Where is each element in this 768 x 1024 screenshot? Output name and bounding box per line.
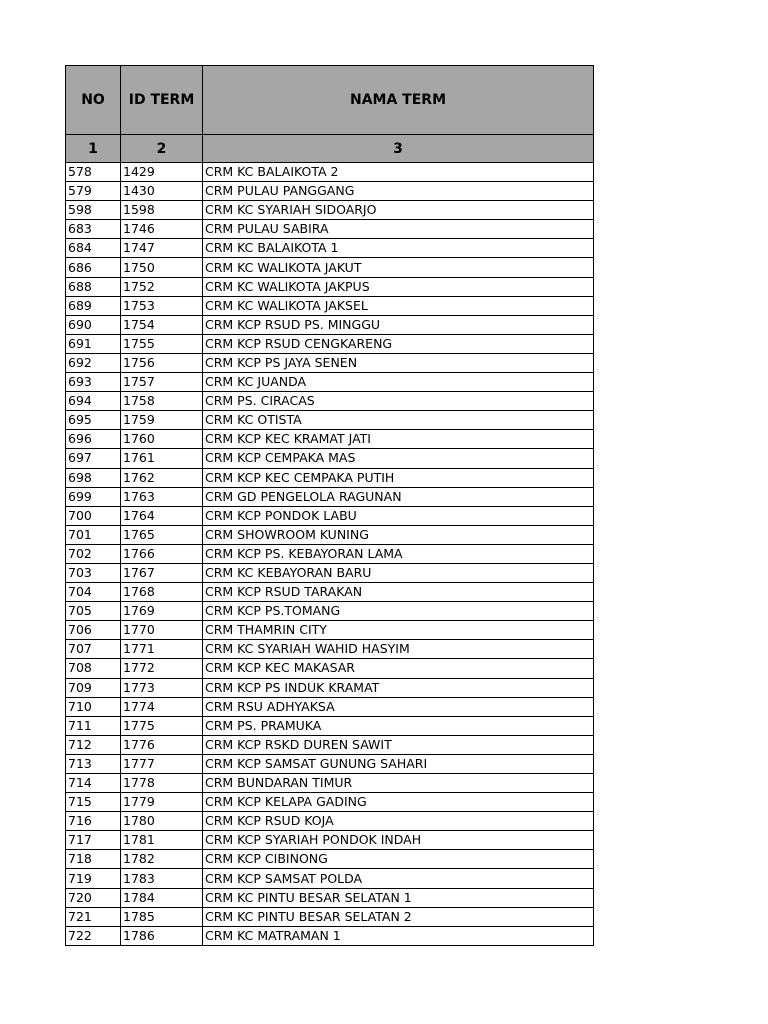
cell-id-term: 1776 bbox=[121, 735, 203, 754]
table-row bbox=[66, 277, 594, 296]
cell-no: 708 bbox=[66, 659, 121, 678]
cell-id-term: 1783 bbox=[121, 869, 203, 888]
cell-id-term: 1769 bbox=[121, 602, 203, 621]
table-row bbox=[66, 697, 594, 716]
cell-nama-term: CRM KCP PS INDUK KRAMAT bbox=[203, 678, 594, 697]
table-row bbox=[66, 411, 594, 430]
cell-nama-term: CRM KCP PS.TOMANG bbox=[203, 602, 594, 621]
cell-no: 705 bbox=[66, 602, 121, 621]
cell-no: 692 bbox=[66, 353, 121, 372]
cell-nama-term: CRM KCP SAMSAT POLDA bbox=[203, 869, 594, 888]
cell-id-term: 1758 bbox=[121, 392, 203, 411]
cell-nama-term: CRM KC SYARIAH WAHID HASYIM bbox=[203, 640, 594, 659]
cell-id-term: 1763 bbox=[121, 487, 203, 506]
table-row bbox=[66, 487, 594, 506]
cell-id-term: 1779 bbox=[121, 793, 203, 812]
cell-no: 718 bbox=[66, 850, 121, 869]
cell-nama-term: CRM KCP PONDOK LABU bbox=[203, 506, 594, 525]
cell-no: 719 bbox=[66, 869, 121, 888]
cell-no: 698 bbox=[66, 468, 121, 487]
cell-id-term: 1747 bbox=[121, 239, 203, 258]
cell-id-term: 1771 bbox=[121, 640, 203, 659]
cell-no: 688 bbox=[66, 277, 121, 296]
table-row bbox=[66, 468, 594, 487]
cell-no: 689 bbox=[66, 296, 121, 315]
header-id-term: ID TERM bbox=[121, 66, 203, 135]
table-row bbox=[66, 525, 594, 544]
cell-id-term: 1775 bbox=[121, 716, 203, 735]
table-header bbox=[66, 66, 594, 163]
table-row bbox=[66, 239, 594, 258]
terminal-table-sheet bbox=[65, 65, 594, 946]
table-row bbox=[66, 430, 594, 449]
cell-nama-term: CRM KC BALAIKOTA 2 bbox=[203, 163, 594, 182]
cell-nama-term: CRM THAMRIN CITY bbox=[203, 621, 594, 640]
cell-no: 706 bbox=[66, 621, 121, 640]
cell-id-term: 1778 bbox=[121, 774, 203, 793]
cell-no: 709 bbox=[66, 678, 121, 697]
table-row bbox=[66, 678, 594, 697]
cell-id-term: 1598 bbox=[121, 201, 203, 220]
cell-no: 714 bbox=[66, 774, 121, 793]
table-row bbox=[66, 735, 594, 754]
table-row bbox=[66, 793, 594, 812]
cell-nama-term: CRM PULAU PANGGANG bbox=[203, 182, 594, 201]
table-row bbox=[66, 602, 594, 621]
cell-id-term: 1761 bbox=[121, 449, 203, 468]
cell-nama-term: CRM KC SYARIAH SIDOARJO bbox=[203, 201, 594, 220]
cell-no: 696 bbox=[66, 430, 121, 449]
cell-no: 711 bbox=[66, 716, 121, 735]
cell-no: 684 bbox=[66, 239, 121, 258]
cell-nama-term: CRM KC PINTU BESAR SELATAN 1 bbox=[203, 888, 594, 907]
cell-id-term: 1772 bbox=[121, 659, 203, 678]
cell-no: 712 bbox=[66, 735, 121, 754]
cell-id-term: 1764 bbox=[121, 506, 203, 525]
cell-nama-term: CRM KCP KELAPA GADING bbox=[203, 793, 594, 812]
table-row bbox=[66, 163, 594, 182]
column-number-3: 3 bbox=[203, 135, 594, 163]
table-row bbox=[66, 449, 594, 468]
cell-nama-term: CRM KC WALIKOTA JAKSEL bbox=[203, 296, 594, 315]
cell-id-term: 1781 bbox=[121, 831, 203, 850]
table-row bbox=[66, 907, 594, 926]
cell-nama-term: CRM KCP RSUD PS. MINGGU bbox=[203, 315, 594, 334]
cell-nama-term: CRM KCP RSKD DUREN SAWIT bbox=[203, 735, 594, 754]
cell-nama-term: CRM KCP CEMPAKA MAS bbox=[203, 449, 594, 468]
cell-nama-term: CRM KC WALIKOTA JAKUT bbox=[203, 258, 594, 277]
cell-nama-term: CRM KCP KEC MAKASAR bbox=[203, 659, 594, 678]
table-row bbox=[66, 544, 594, 563]
cell-nama-term: CRM PS. PRAMUKA bbox=[203, 716, 594, 735]
table-row bbox=[66, 583, 594, 602]
cell-id-term: 1766 bbox=[121, 544, 203, 563]
header-row bbox=[66, 66, 594, 135]
cell-nama-term: CRM SHOWROOM KUNING bbox=[203, 525, 594, 544]
cell-id-term: 1430 bbox=[121, 182, 203, 201]
cell-no: 720 bbox=[66, 888, 121, 907]
cell-no: 716 bbox=[66, 812, 121, 831]
cell-id-term: 1777 bbox=[121, 754, 203, 773]
table-row bbox=[66, 315, 594, 334]
column-number-row bbox=[66, 135, 594, 163]
cell-id-term: 1750 bbox=[121, 258, 203, 277]
cell-no: 710 bbox=[66, 697, 121, 716]
table-row bbox=[66, 754, 594, 773]
table-row bbox=[66, 563, 594, 582]
cell-id-term: 1780 bbox=[121, 812, 203, 831]
cell-nama-term: CRM BUNDARAN TIMUR bbox=[203, 774, 594, 793]
cell-nama-term: CRM PULAU SABIRA bbox=[203, 220, 594, 239]
column-number-2: 2 bbox=[121, 135, 203, 163]
cell-no: 697 bbox=[66, 449, 121, 468]
table-row bbox=[66, 373, 594, 392]
cell-nama-term: CRM PS. CIRACAS bbox=[203, 392, 594, 411]
table-row bbox=[66, 812, 594, 831]
cell-no: 701 bbox=[66, 525, 121, 544]
table-row bbox=[66, 334, 594, 353]
table-row bbox=[66, 182, 594, 201]
cell-id-term: 1746 bbox=[121, 220, 203, 239]
cell-id-term: 1785 bbox=[121, 907, 203, 926]
cell-nama-term: CRM KCP RSUD KOJA bbox=[203, 812, 594, 831]
cell-id-term: 1754 bbox=[121, 315, 203, 334]
cell-id-term: 1782 bbox=[121, 850, 203, 869]
cell-id-term: 1786 bbox=[121, 926, 203, 945]
table-row bbox=[66, 716, 594, 735]
table-row bbox=[66, 220, 594, 239]
cell-no: 707 bbox=[66, 640, 121, 659]
cell-no: 691 bbox=[66, 334, 121, 353]
table-row bbox=[66, 774, 594, 793]
cell-nama-term: CRM KCP CIBINONG bbox=[203, 850, 594, 869]
cell-no: 721 bbox=[66, 907, 121, 926]
table-row bbox=[66, 506, 594, 525]
cell-nama-term: CRM KC PINTU BESAR SELATAN 2 bbox=[203, 907, 594, 926]
cell-id-term: 1760 bbox=[121, 430, 203, 449]
cell-id-term: 1768 bbox=[121, 583, 203, 602]
cell-nama-term: CRM KC BALAIKOTA 1 bbox=[203, 239, 594, 258]
cell-id-term: 1755 bbox=[121, 334, 203, 353]
cell-id-term: 1756 bbox=[121, 353, 203, 372]
cell-no: 702 bbox=[66, 544, 121, 563]
terminal-table bbox=[65, 65, 594, 946]
cell-no: 690 bbox=[66, 315, 121, 334]
table-row bbox=[66, 640, 594, 659]
cell-no: 713 bbox=[66, 754, 121, 773]
table-row bbox=[66, 353, 594, 372]
cell-no: 699 bbox=[66, 487, 121, 506]
table-row bbox=[66, 296, 594, 315]
cell-id-term: 1759 bbox=[121, 411, 203, 430]
table-row bbox=[66, 926, 594, 945]
cell-id-term: 1752 bbox=[121, 277, 203, 296]
cell-id-term: 1773 bbox=[121, 678, 203, 697]
cell-no: 704 bbox=[66, 583, 121, 602]
cell-id-term: 1762 bbox=[121, 468, 203, 487]
cell-nama-term: CRM KC WALIKOTA JAKPUS bbox=[203, 277, 594, 296]
cell-nama-term: CRM KCP SAMSAT GUNUNG SAHARI bbox=[203, 754, 594, 773]
table-row bbox=[66, 831, 594, 850]
cell-no: 694 bbox=[66, 392, 121, 411]
cell-no: 598 bbox=[66, 201, 121, 220]
cell-id-term: 1774 bbox=[121, 697, 203, 716]
cell-id-term: 1757 bbox=[121, 373, 203, 392]
table-row bbox=[66, 621, 594, 640]
cell-no: 683 bbox=[66, 220, 121, 239]
cell-nama-term: CRM KCP RSUD TARAKAN bbox=[203, 583, 594, 602]
cell-nama-term: CRM KCP RSUD CENGKARENG bbox=[203, 334, 594, 353]
table-body bbox=[66, 163, 594, 946]
table-row bbox=[66, 201, 594, 220]
cell-no: 700 bbox=[66, 506, 121, 525]
table-row bbox=[66, 869, 594, 888]
cell-no: 722 bbox=[66, 926, 121, 945]
table-row bbox=[66, 258, 594, 277]
cell-id-term: 1765 bbox=[121, 525, 203, 544]
cell-nama-term: CRM KC OTISTA bbox=[203, 411, 594, 430]
cell-nama-term: CRM KCP KEC CEMPAKA PUTIH bbox=[203, 468, 594, 487]
cell-nama-term: CRM GD PENGELOLA RAGUNAN bbox=[203, 487, 594, 506]
cell-id-term: 1767 bbox=[121, 563, 203, 582]
cell-nama-term: CRM KC MATRAMAN 1 bbox=[203, 926, 594, 945]
cell-no: 695 bbox=[66, 411, 121, 430]
cell-nama-term: CRM RSU ADHYAKSA bbox=[203, 697, 594, 716]
cell-id-term: 1429 bbox=[121, 163, 203, 182]
table-row bbox=[66, 888, 594, 907]
cell-nama-term: CRM KC KEBAYORAN BARU bbox=[203, 563, 594, 582]
cell-nama-term: CRM KCP SYARIAH PONDOK INDAH bbox=[203, 831, 594, 850]
cell-no: 715 bbox=[66, 793, 121, 812]
cell-nama-term: CRM KCP KEC KRAMAT JATI bbox=[203, 430, 594, 449]
cell-nama-term: CRM KCP PS JAYA SENEN bbox=[203, 353, 594, 372]
cell-no: 717 bbox=[66, 831, 121, 850]
cell-no: 703 bbox=[66, 563, 121, 582]
header-nama-term: NAMA TERM bbox=[203, 66, 594, 135]
table-row bbox=[66, 392, 594, 411]
table-row bbox=[66, 659, 594, 678]
cell-nama-term: CRM KCP PS. KEBAYORAN LAMA bbox=[203, 544, 594, 563]
table-row bbox=[66, 850, 594, 869]
cell-no: 578 bbox=[66, 163, 121, 182]
cell-no: 686 bbox=[66, 258, 121, 277]
cell-no: 693 bbox=[66, 373, 121, 392]
cell-id-term: 1784 bbox=[121, 888, 203, 907]
cell-no: 579 bbox=[66, 182, 121, 201]
header-no: NO bbox=[66, 66, 121, 135]
column-number-1: 1 bbox=[66, 135, 121, 163]
cell-id-term: 1770 bbox=[121, 621, 203, 640]
cell-id-term: 1753 bbox=[121, 296, 203, 315]
cell-nama-term: CRM KC JUANDA bbox=[203, 373, 594, 392]
